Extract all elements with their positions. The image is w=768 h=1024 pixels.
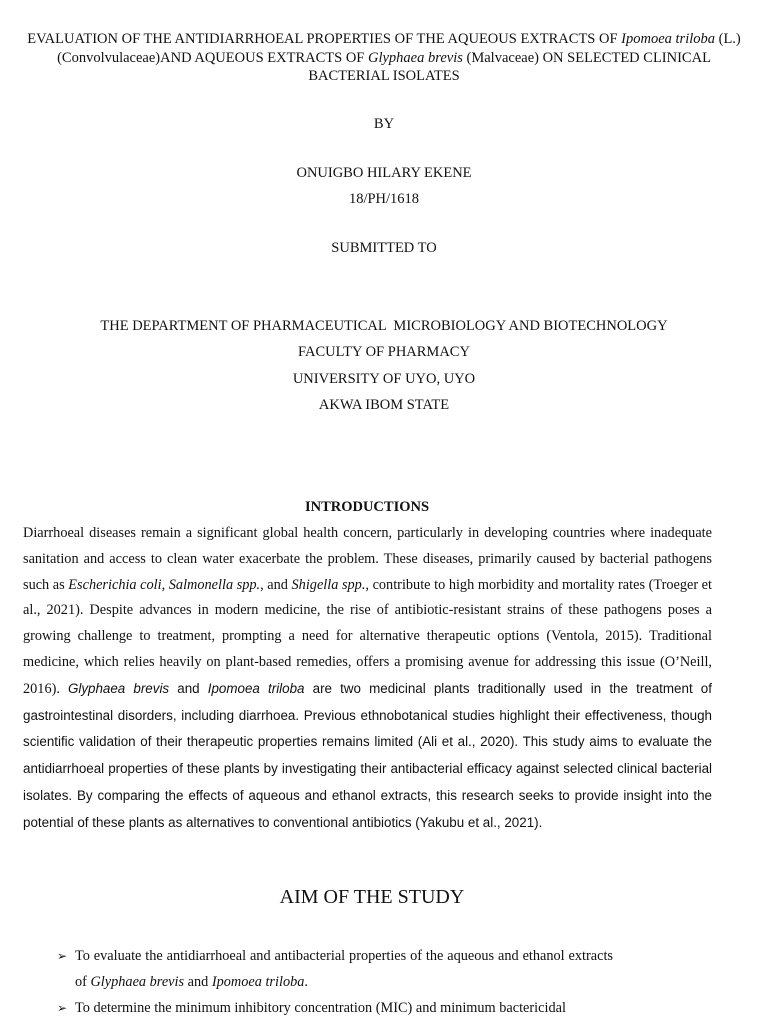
intro-sans-section xyxy=(23,681,712,830)
intro-text: , contribute to high morbidity and mortality rates (Troeger et al., 2021). Despite advances in modern medicine, the rise of antibiotic-resistant strains of these pathogens poses a growing challenge to treatment, prompting a need for alternative therapeutic options (Ventola, 2015). Traditional medicine, which relies heavily on plant-based remedies, offers a promising avenue for addressing this issue (O’Neill, 2016). xyxy=(23,576,712,697)
author-reg-number: 18/PH/1618 xyxy=(348,191,420,207)
title-text: (L.) (Convolvulaceae)AND AQUEOUS EXTRACTS OF xyxy=(57,31,741,66)
title-species-glyphaea: Glyphaea brevis xyxy=(367,49,463,66)
author-name: ONUIGBO HILARY EKENE xyxy=(296,165,472,181)
plant-name: Glyphaea brevis xyxy=(67,680,170,696)
arrowhead-bullet-icon: ➢ xyxy=(57,949,68,963)
title-species-ipomoea: Ipomoea triloba xyxy=(621,31,715,47)
aim-heading: AIM OF THE STUDY xyxy=(279,886,465,908)
university-name: UNIVERSITY OF UYO, UYO xyxy=(292,371,476,387)
aim-text: and xyxy=(184,974,212,990)
intro-text: , and xyxy=(260,576,292,593)
plant-name: Glyphaea brevis xyxy=(90,974,185,990)
organism-name: Salmonella spp. xyxy=(168,576,261,593)
intro-text: are two medicinal plants traditionally used in the treatment of gastrointestinal disorders, including diarrhoea. Previous ethnobotanical studies highlight their effectiveness, though scientific validation of their therapeutic properties remains limited (Ali et al., 2020). This study aims to evaluate the antidiarrhoeal properties of these plants by investigating their antibacterial efficacy against selected clinical bacterial isolates. By comparing the effects of aqueous and ethanol extracts, this research seeks to provide insight into the potential of these plants as alternatives to conventional antibiotics (Yakubu et al., 2021). xyxy=(23,680,712,830)
title-text: EVALUATION OF THE ANTIDIARRHOEAL PROPERTIES OF THE AQUEOUS EXTRACTS OF xyxy=(27,31,622,47)
introduction-paragraph xyxy=(23,521,712,837)
aim-list-item xyxy=(57,995,613,1021)
aim-text: To determine the minimum inhibitory concentration (MIC) and minimum bactericidal xyxy=(75,1000,566,1016)
introduction-heading: INTRODUCTIONS xyxy=(304,499,430,515)
organism-name: Escherichia coli xyxy=(68,576,162,593)
state-name: AKWA IBOM STATE xyxy=(318,397,450,413)
intro-text: , xyxy=(161,576,169,593)
intro-text: Diarrhoeal diseases remain a significant global health concern, particularly in developing countries where inadequate sanitation and access to clean water exacerbate the problem. These diseases, primarily caused by bacterial pathogens such as xyxy=(23,525,712,593)
aim-text: . xyxy=(304,974,308,990)
submitted-to-label: SUBMITTED TO xyxy=(331,240,437,256)
aim-list xyxy=(57,943,613,1021)
title-text: (Malvaceae) ON SELECTED CLINICAL BACTERIAL ISOLATES xyxy=(308,49,711,84)
plant-name: Ipomoea triloba xyxy=(207,680,305,696)
intro-text: and xyxy=(169,680,208,696)
aim-text: To evaluate the antidiarrhoeal and antibacterial properties of the aqueous and ethanol extracts of xyxy=(75,948,613,990)
organism-name: Shigella spp. xyxy=(291,576,366,593)
department-name: THE DEPARTMENT OF PHARMACEUTICAL MICROBIOLOGY AND BIOTECHNOLOGY xyxy=(100,318,668,334)
faculty-name: FACULTY OF PHARMACY xyxy=(298,344,470,360)
document-title xyxy=(24,30,744,86)
arrowhead-bullet-icon: ➢ xyxy=(57,1001,68,1015)
plant-name: Ipomoea triloba xyxy=(211,974,305,990)
by-label: BY xyxy=(373,116,395,132)
aim-list-item xyxy=(57,943,613,995)
